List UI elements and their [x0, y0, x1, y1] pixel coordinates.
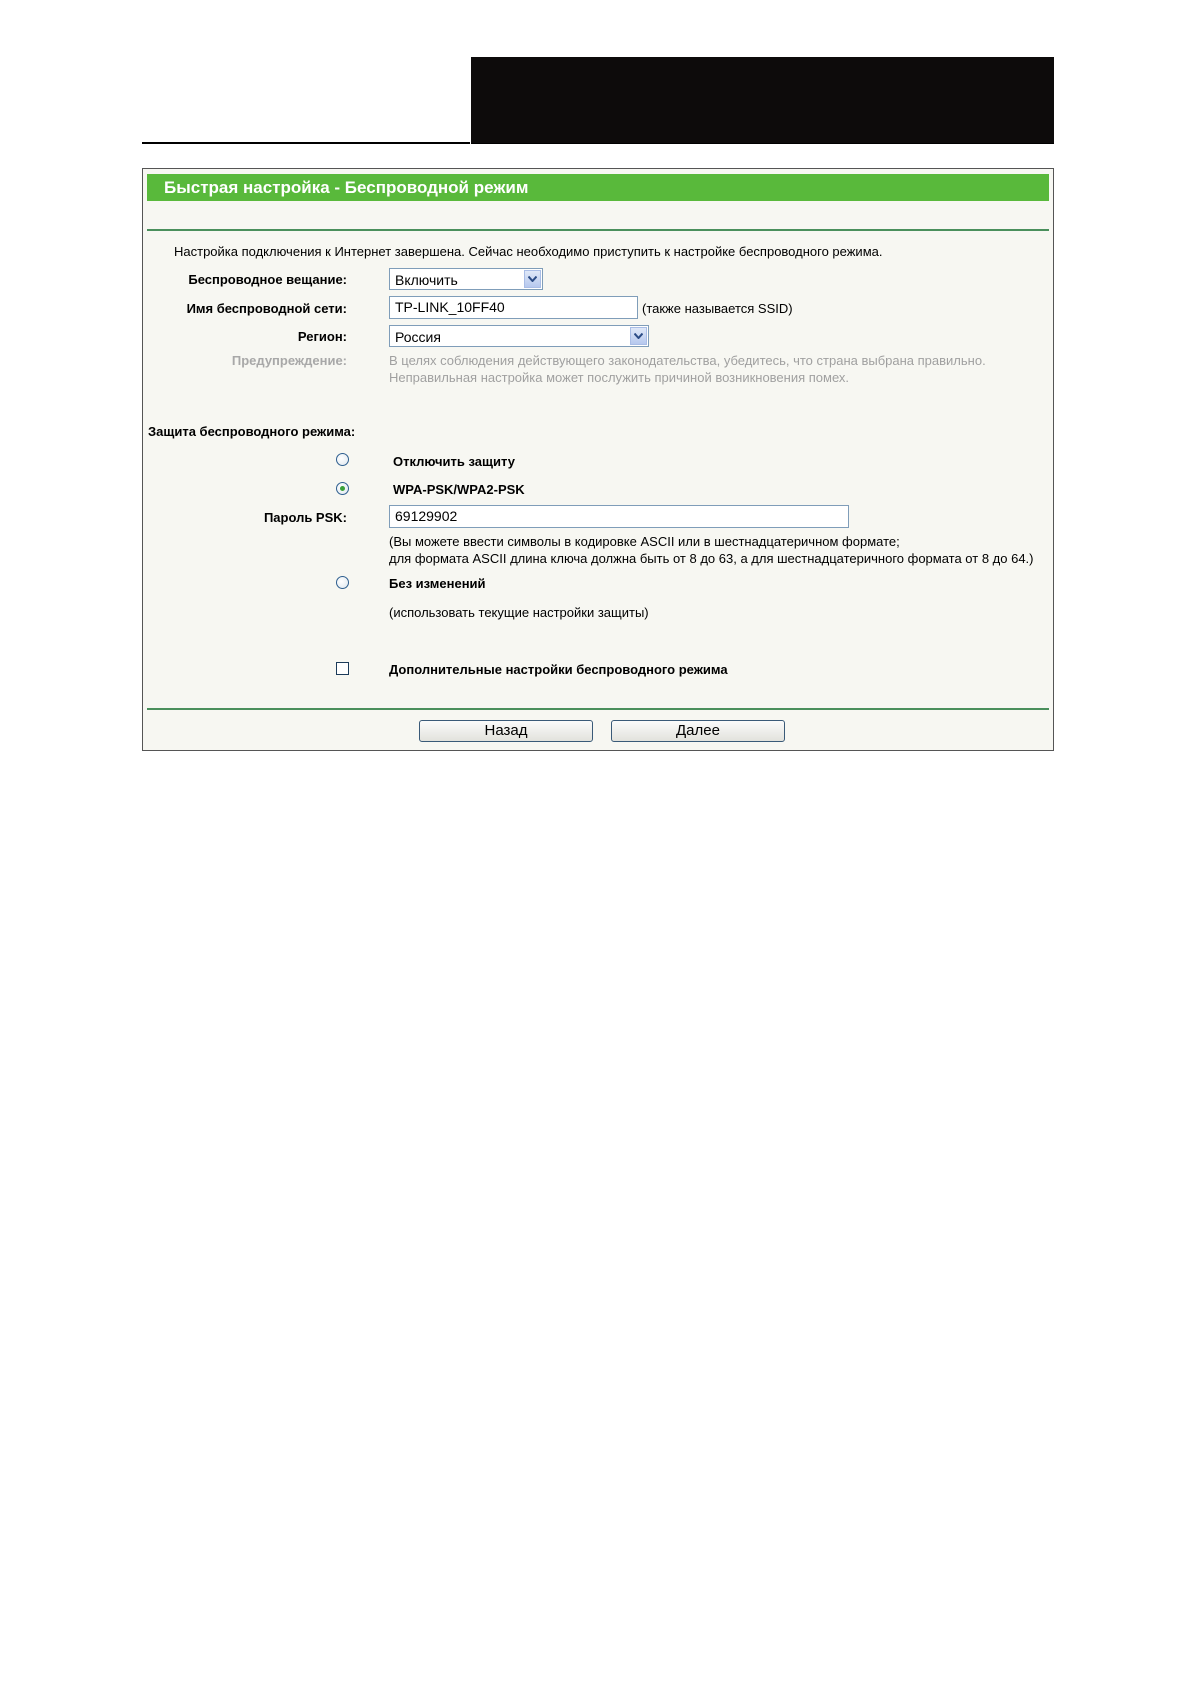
title-bar: [147, 174, 1049, 201]
psk-password-input[interactable]: 69129902: [389, 505, 849, 528]
next-button[interactable]: Далее: [611, 720, 785, 742]
wpa-psk-label: WPA-PSK/WPA2-PSK: [393, 482, 525, 497]
radio-disable-security[interactable]: [336, 453, 349, 466]
ssid-hint: (также называется SSID): [642, 301, 793, 316]
page-title: Быстрая настройка - Беспроводной режим: [164, 178, 529, 197]
disable-security-label: Отключить защиту: [393, 454, 515, 469]
region-select[interactable]: [389, 325, 649, 347]
warning-line-2: Неправильная настройка может послужить причиной возникновения помех.: [389, 370, 850, 385]
psk-hint-line-1: (Вы можете ввести символы в кодировке ASCII или в шестнадцатеричном формате;: [389, 534, 900, 549]
region-select-value: Россия: [395, 329, 441, 345]
warning-label: Предупреждение:: [231, 353, 347, 368]
psk-hint-line-2: для формата ASCII длина ключа должна быть от 8 до 63, а для шестнадцатеричного формата от 8 до 64.): [389, 551, 1034, 566]
header-black-bar: [471, 57, 1054, 144]
advanced-settings-checkbox[interactable]: [336, 662, 349, 675]
back-button[interactable]: Назад: [419, 720, 593, 742]
chevron-down-icon: [524, 270, 541, 288]
ssid-input[interactable]: TP-LINK_10FF40: [389, 296, 638, 319]
broadcast-label: Беспроводное вещание:: [188, 272, 347, 287]
no-change-label: Без изменений: [389, 576, 486, 591]
quick-setup-wireless-panel: [142, 168, 1054, 751]
chevron-down-icon: [630, 327, 647, 345]
intro-text: Настройка подключения к Интернет завершена. Сейчас необходимо приступить к настройке беспроводного режима.: [174, 244, 883, 259]
broadcast-select-value: Включить: [395, 272, 458, 288]
no-change-hint: (использовать текущие настройки защиты): [389, 605, 649, 620]
radio-wpa-psk[interactable]: [336, 482, 349, 495]
bottom-divider: [147, 708, 1049, 710]
top-divider: [147, 229, 1049, 231]
psk-label: Пароль PSK:: [263, 510, 347, 525]
advanced-settings-label: Дополнительные настройки беспроводного режима: [389, 662, 728, 677]
security-section-label: Защита беспроводного режима:: [148, 424, 356, 439]
ssid-label: Имя беспроводной сети:: [186, 301, 347, 316]
region-label: Регион:: [297, 329, 347, 344]
header-rule: [142, 142, 470, 144]
warning-line-1: В целях соблюдения действующего законодательства, убедитесь, что страна выбрана правильно.: [389, 353, 986, 368]
broadcast-select[interactable]: [389, 268, 543, 290]
radio-no-change[interactable]: [336, 576, 349, 589]
